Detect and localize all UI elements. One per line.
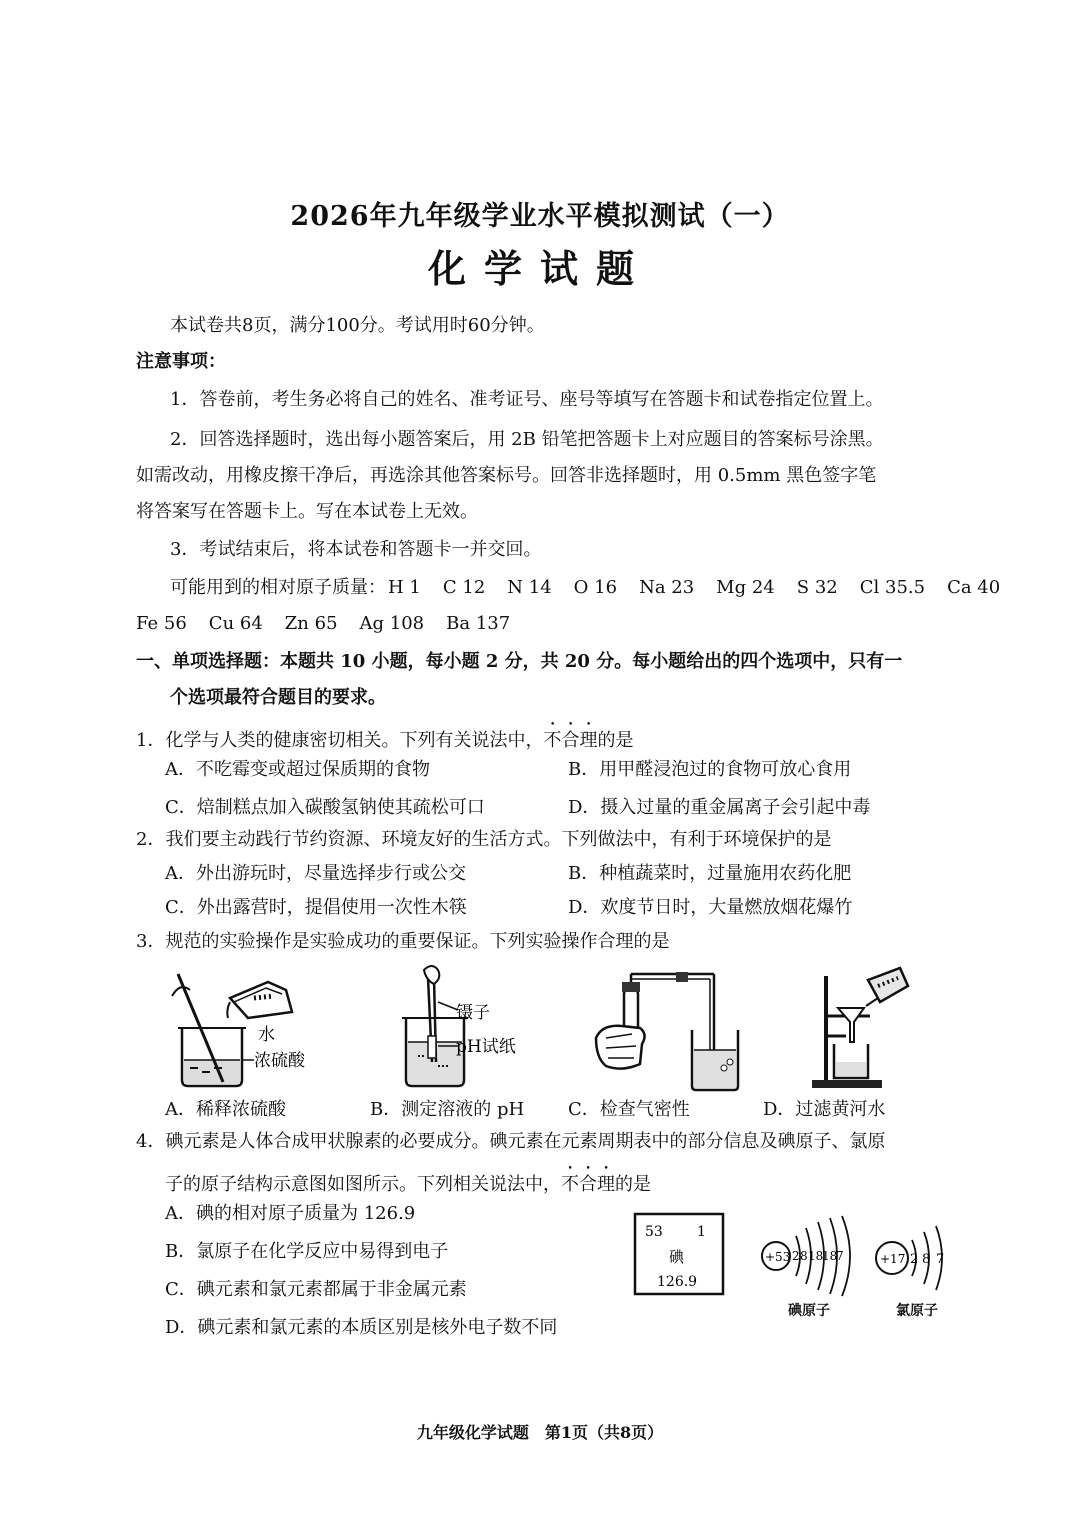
figure-filtration — [808, 962, 928, 1092]
mass-na: Na 23 — [639, 577, 695, 598]
q3-option-c: C．检查气密性 — [568, 1099, 690, 1120]
mass-cl: Cl 35.5 — [859, 577, 926, 598]
q4-option-c: C．碘元素和氯元素都属于非金属元素 — [165, 1279, 467, 1300]
q4-option-a: A．碘的相对原子质量为 126.9 — [165, 1203, 416, 1224]
mass-fe: Fe 56 — [136, 613, 187, 634]
mass-ag: Ag 108 — [359, 613, 425, 634]
q3-option-d: D．过滤黄河水 — [763, 1099, 886, 1120]
exam-title: 2026年九年级学业水平模拟测试（一） — [290, 201, 790, 232]
figure-dilute-acid — [168, 968, 343, 1093]
mass-h: H 1 — [388, 577, 421, 598]
mass-ca: Ca 40 — [947, 577, 1001, 598]
atomic-mass-row-2 — [136, 612, 532, 636]
mass-cu: Cu 64 — [208, 613, 263, 634]
q1-option-a: A．不吃霉变或超过保质期的食物 — [165, 759, 430, 780]
chlorine-atom-diagram — [872, 1216, 952, 1302]
section-1-heading-cont: 个选项最符合题目的要求。 — [170, 687, 386, 708]
chlorine-shell-3: 7 — [936, 1252, 945, 1267]
notice-item-1: 1．答卷前，考生务必将自己的姓名、准考证号、座号等填写在答题卡和试卷指定位置上。 — [170, 389, 884, 410]
q4-stem-end: 的是 — [615, 1174, 651, 1195]
iodine-shell-1: 2 — [792, 1249, 800, 1263]
atomic-mass-row-1 — [170, 576, 1022, 600]
mass-mg: Mg 24 — [716, 577, 775, 598]
q3-option-b: B．测定溶液的 pH — [370, 1099, 525, 1120]
mass-ba: Ba 137 — [446, 613, 511, 634]
q2-option-d: D．欢度节日时，大量燃放烟花爆竹 — [568, 897, 853, 918]
mass-zn: Zn 65 — [284, 613, 338, 634]
element-number: 53 — [645, 1224, 663, 1240]
q2-option-c: C．外出露营时，提倡使用一次性木筷 — [165, 897, 467, 918]
q3-stem: 3．规范的实验操作是实验成功的重要保证。下列实验操作合理的是 — [136, 931, 670, 952]
page-footer: 九年级化学试题 第1页（共8页） — [416, 1423, 664, 1442]
q2-option-b: B．种植蔬菜时，过量施用农药化肥 — [568, 863, 852, 884]
iodine-shell-3: 18 — [808, 1249, 824, 1263]
notice-heading: 注意事项： — [136, 351, 226, 372]
mass-n: N 14 — [507, 577, 552, 598]
q4-emphasis: 不合理 — [561, 1174, 615, 1195]
chlorine-shell-1: 2 — [910, 1252, 919, 1267]
mass-c: C 12 — [442, 577, 486, 598]
q2-stem: 2．我们要主动践行节约资源、环境友好的生活方式。下列做法中，有利于环境保护的是 — [136, 829, 832, 850]
fig-label-water: 水 — [258, 1025, 275, 1045]
q1-option-c: C．焙制糕点加入碳酸氢钠使其疏松可口 — [165, 797, 485, 818]
q4-option-b: B．氯原子在化学反应中易得到电子 — [165, 1241, 449, 1262]
section-1-heading: 一、单项选择题：本题共 10 小题，每小题 2 分，共 20 分。每小题给出的四个选项中，只有一 — [136, 651, 903, 672]
q4-stem: 4．碘元素是人体合成甲状腺素的必要成分。碘元素在元素周期表中的部分信息及碘原子、氯原 — [136, 1131, 886, 1152]
subject-title: 化学试题 — [427, 246, 652, 291]
notice-item-2-end: 将答案写在答题卡上。写在本试卷上无效。 — [136, 501, 478, 522]
iodine-atom-diagram — [758, 1210, 868, 1312]
q3-option-a: A．稀释浓硫酸 — [165, 1099, 286, 1120]
element-symbol: 1 — [697, 1224, 706, 1240]
intro-text: 本试卷共8页，满分100分。考试用时60分钟。 — [170, 315, 545, 336]
q4-option-d: D．碘元素和氯元素的本质区别是核外电子数不同 — [165, 1317, 558, 1338]
figure-airtightness — [592, 968, 752, 1093]
notice-item-2: 2．回答选择题时，选出每小题答案后，用 2B 铅笔把答题卡上对应题目的答案标号涂黑。 — [170, 429, 884, 450]
iodine-shell-2: 8 — [800, 1249, 808, 1263]
iodine-nucleus: +53 — [765, 1250, 791, 1264]
q4-stem-cont — [165, 1164, 651, 1197]
fig-label-acid: 浓硫酸 — [254, 1051, 305, 1071]
q1-stem-text: 1．化学与人类的健康密切相关。下列有关说法中， — [136, 730, 544, 751]
q4-stem-text: 子的原子结构示意图如图所示。下列相关说法中， — [165, 1174, 561, 1195]
q2-option-a: A．外出游玩时，尽量选择步行或公交 — [165, 863, 466, 884]
q1-option-d: D．摄入过量的重金属离子会引起中毒 — [568, 797, 871, 818]
element-mass: 126.9 — [657, 1274, 698, 1290]
iodine-shell-5: 7 — [836, 1249, 844, 1263]
fig-label-ph-paper: pH试纸 — [456, 1037, 516, 1057]
q1-stem-end: 的是 — [597, 730, 634, 751]
element-card-iodine — [633, 1212, 725, 1296]
chlorine-nucleus: +17 — [880, 1252, 906, 1266]
notice-item-2-cont: 如需改动，用橡皮擦干净后，再选涂其他答案标号。回答非选择题时，用 0.5mm 黑色签字笔 — [136, 465, 877, 486]
q1-stem — [136, 720, 633, 753]
notice-item-3: 3．考试结束后，将本试卷和答题卡一并交回。 — [170, 539, 542, 560]
figure-measure-ph — [398, 962, 548, 1094]
atomic-mass-label: 可能用到的相对原子质量： — [170, 577, 386, 598]
iodine-shell-4: 18 — [822, 1249, 838, 1263]
chlorine-atom-label: 氯原子 — [896, 1303, 938, 1319]
mass-o: O 16 — [573, 577, 618, 598]
mass-s: S 32 — [796, 577, 838, 598]
q1-option-b: B．用甲醛浸泡过的食物可放心食用 — [568, 759, 852, 780]
iodine-atom-label: 碘原子 — [788, 1303, 830, 1319]
element-name: 碘 — [669, 1248, 685, 1266]
chlorine-shell-2: 8 — [922, 1252, 931, 1267]
fig-label-tweezers: 镊子 — [456, 1003, 490, 1023]
q1-emphasis: 不合理 — [543, 730, 598, 751]
